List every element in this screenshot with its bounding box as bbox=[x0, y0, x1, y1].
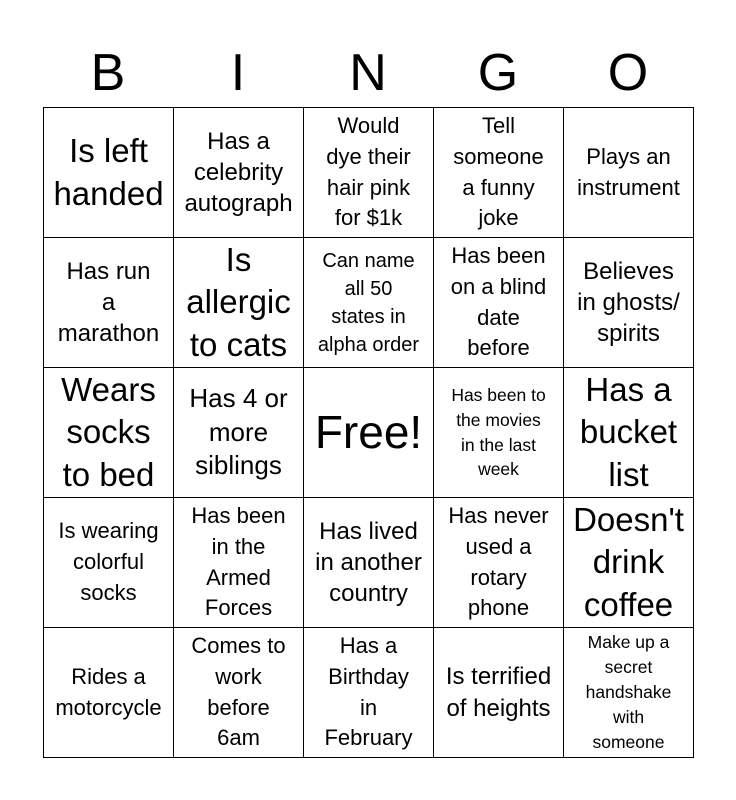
cell-text: Believes in ghosts/ spirits bbox=[577, 257, 680, 348]
header-letter-g: G bbox=[477, 44, 519, 102]
board-row bbox=[44, 628, 694, 758]
cell-text: Is terrified of heights bbox=[445, 663, 552, 722]
bingo-cell[interactable] bbox=[434, 498, 564, 628]
free-space-cell[interactable] bbox=[304, 368, 434, 498]
board-row bbox=[44, 238, 694, 368]
bingo-cell[interactable] bbox=[174, 498, 304, 628]
cell-text: Has been to the movies in the last week bbox=[451, 384, 546, 480]
cell-text: Is wearing colorful socks bbox=[58, 518, 159, 605]
bingo-cell[interactable] bbox=[564, 238, 694, 368]
cell-text: Has a Birthday in February bbox=[324, 632, 413, 751]
cell-text: Has been on a blind date before bbox=[450, 242, 547, 361]
cell-text: Is left handed bbox=[53, 132, 164, 212]
bingo-cell[interactable] bbox=[304, 238, 434, 368]
header-letter-o: O bbox=[607, 44, 649, 102]
cell-text: Is allergic to cats bbox=[186, 241, 291, 363]
bingo-cell[interactable] bbox=[44, 498, 174, 628]
cell-text: Comes to work before 6am bbox=[191, 632, 286, 751]
bingo-cell[interactable] bbox=[304, 108, 434, 238]
bingo-cell[interactable] bbox=[44, 238, 174, 368]
bingo-cell[interactable] bbox=[434, 238, 564, 368]
cell-text: Has been in the Armed Forces bbox=[191, 502, 286, 621]
bingo-cell[interactable] bbox=[434, 628, 564, 758]
header-letter-i: I bbox=[230, 44, 246, 102]
header-letter-b: B bbox=[90, 44, 126, 102]
bingo-cell[interactable] bbox=[434, 108, 564, 238]
bingo-cell[interactable] bbox=[44, 108, 174, 238]
bingo-cell[interactable] bbox=[434, 368, 564, 498]
cell-text: Rides a motorcycle bbox=[55, 663, 162, 720]
header-letter-n: N bbox=[349, 44, 387, 102]
bingo-header bbox=[43, 38, 693, 108]
cell-text: Has run a marathon bbox=[57, 257, 160, 348]
bingo-cell[interactable] bbox=[174, 238, 304, 368]
board-row bbox=[44, 498, 694, 628]
board-row bbox=[44, 108, 694, 238]
cell-text: Make up a secret handshake with someone bbox=[585, 632, 672, 752]
cell-text: Has a bucket list bbox=[579, 371, 678, 493]
bingo-cell[interactable] bbox=[564, 498, 694, 628]
cell-text: Doesn't drink coffee bbox=[573, 501, 684, 623]
cell-text: Plays an instrument bbox=[577, 143, 680, 200]
bingo-cell[interactable] bbox=[174, 628, 304, 758]
bingo-board bbox=[43, 107, 694, 758]
free-space-text: Free! bbox=[314, 405, 423, 458]
board-row bbox=[44, 368, 694, 498]
cell-text: Has a celebrity autograph bbox=[184, 127, 293, 218]
cell-text: Has never used a rotary phone bbox=[448, 502, 549, 621]
cell-text: Has 4 or more siblings bbox=[189, 382, 288, 481]
cell-text: Wears socks to bed bbox=[61, 371, 156, 493]
bingo-cell[interactable] bbox=[44, 628, 174, 758]
bingo-cell[interactable] bbox=[564, 108, 694, 238]
bingo-cell[interactable] bbox=[564, 368, 694, 498]
cell-text: Would dye their hair pink for $1k bbox=[326, 112, 411, 231]
cell-text: Has lived in another country bbox=[315, 517, 422, 608]
bingo-cell[interactable] bbox=[44, 368, 174, 498]
bingo-cell[interactable] bbox=[304, 628, 434, 758]
bingo-cell[interactable] bbox=[174, 108, 304, 238]
bingo-cell[interactable] bbox=[304, 498, 434, 628]
cell-text: Tell someone a funny joke bbox=[453, 112, 544, 231]
bingo-cell[interactable] bbox=[564, 628, 694, 758]
cell-text: Can name all 50 states in alpha order bbox=[317, 249, 420, 356]
bingo-cell[interactable] bbox=[174, 368, 304, 498]
